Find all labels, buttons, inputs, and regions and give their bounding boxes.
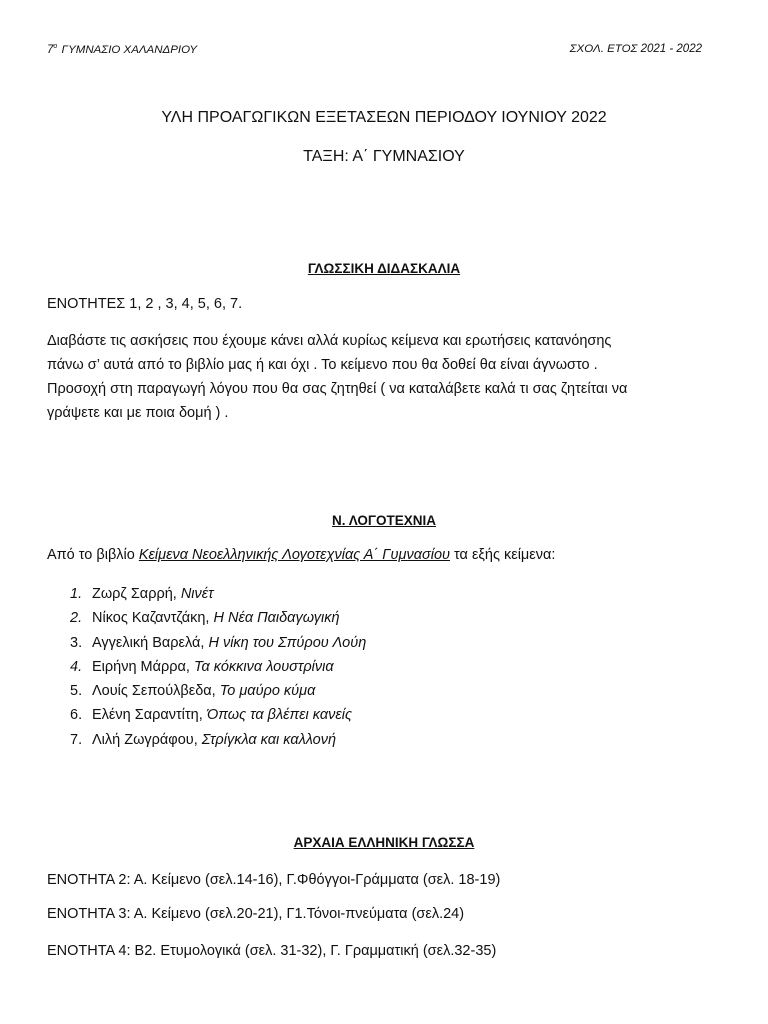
work-title: Το μαύρο κύμα xyxy=(219,683,316,700)
book-title: Κείμενα Νεοελληνικής Λογοτεχνίας Α΄ Γυμνασίου xyxy=(138,547,450,563)
item-number: 6. xyxy=(70,707,83,724)
work-author: Λουίς Σεπούλβεδα, xyxy=(92,683,220,700)
list-item xyxy=(70,606,366,630)
school-number: 7 xyxy=(47,44,54,56)
work-author: Ειρήνη Μάρρα, xyxy=(92,658,194,675)
item-number: 7. xyxy=(70,731,83,748)
glossiki-instructions xyxy=(47,329,737,425)
instruction-line: Διαβάστε τις ασκήσεις που έχουμε κάνει αλλά κυρίως κείμενα και ερωτήσεις κατανόησης xyxy=(47,333,612,349)
document-subtitle: ΤΑΞΗ: Α΄ ΓΥΜΝΑΣΙΟΥ xyxy=(303,148,465,165)
instruction-line: Προσοχή στη παραγωγή λόγου που θα σας ζητηθεί ( να καταλάβετε καλά τι σας ζητείται να xyxy=(47,381,628,397)
list-item xyxy=(70,679,366,703)
glossiki-units: ΕΝΟΤΗΤΕΣ 1, 2 , 3, 4, 5, 6, 7. xyxy=(47,296,243,312)
school-name xyxy=(47,43,197,56)
instruction-line: πάνω σ’ αυτά από το βιβλίο μας ή και όχι . Το κείμενο που θα δοθεί θα είναι άγνωστο . xyxy=(47,357,598,373)
work-author: Αγγελική Βαρελά, xyxy=(92,634,209,651)
work-author: Ελένη Σαραντίτη, xyxy=(92,707,207,724)
document-title: ΥΛΗ ΠΡΟΑΓΩΓΙΚΩΝ ΕΞΕΤΑΣΕΩΝ ΠΕΡΙΟΔΟΥ ΙΟΥΝΙΟΥ 2022 xyxy=(161,109,607,126)
works-list xyxy=(70,582,366,752)
list-item xyxy=(70,655,366,679)
work-title: Η νίκη του Σπύρου Λούη xyxy=(208,634,367,651)
work-author: Ζωρζ Σαρρή, xyxy=(92,586,181,602)
section-heading-glossiki: ΓΛΩΣΣΙΚΗ ΔΙΔΑΣΚΑΛΙΑ xyxy=(307,261,461,276)
list-item xyxy=(70,703,366,727)
work-title: Νινέτ xyxy=(180,586,214,602)
school-year: ΣΧΟΛ. ΕΤΟΣ 2021 - 2022 xyxy=(569,43,702,55)
work-title: Όπως τα βλέπει κανείς xyxy=(206,707,353,724)
work-title: Η Νέα Παιδαγωγική xyxy=(213,610,340,627)
intro-prefix: Από το βιβλίο xyxy=(47,547,139,563)
work-author: Λιλή Ζωγράφου, xyxy=(92,731,202,748)
work-title: Τα κόκκινα λουστρίνια xyxy=(193,658,334,675)
arxaia-unit-line: ΕΝΟΤΗΤΑ 3: Α. Κείμενο (σελ.20-21), Γ1.Τόνοι-πνεύματα (σελ.24) xyxy=(47,906,465,922)
instruction-line: γράψετε και με ποια δομή ) . xyxy=(47,405,229,421)
list-item xyxy=(70,582,366,606)
list-item xyxy=(70,631,366,655)
logotexnia-intro xyxy=(47,547,555,563)
item-number: 1. xyxy=(70,586,83,602)
work-author: Νίκος Καζαντζάκη, xyxy=(92,610,214,627)
section-heading-logotexnia: Ν. ΛΟΓΟΤΕΧΝΙΑ xyxy=(331,513,436,528)
arxaia-unit-line: ΕΝΟΤΗΤΑ 4: Β2. Ετυμολογικά (σελ. 31-32), Γ. Γραμματική (σελ.32-35) xyxy=(47,943,497,959)
arxaia-unit-line: ΕΝΟΤΗΤΑ 2: Α. Κείμενο (σελ.14-16), Γ.Φθόγγοι-Γράμματα (σελ. 18-19) xyxy=(47,872,501,888)
school-name-text: ΓΥΜΝΑΣΙΟ ΧΑΛΑΝΔΡΙΟΥ xyxy=(61,44,198,56)
ordinal-superscript: ο xyxy=(53,43,58,50)
list-item xyxy=(70,728,366,752)
item-number: 3. xyxy=(70,634,83,651)
item-number: 4. xyxy=(70,658,83,675)
item-number: 5. xyxy=(70,683,83,700)
work-title: Στρίγκλα και καλλονή xyxy=(201,731,337,748)
intro-suffix: τα εξής κείμενα: xyxy=(450,547,556,563)
section-heading-arxaia: ΑΡΧΑΙΑ ΕΛΛΗΝΙΚΗ ΓΛΩΣΣΑ xyxy=(293,835,475,850)
item-number: 2. xyxy=(70,610,83,627)
